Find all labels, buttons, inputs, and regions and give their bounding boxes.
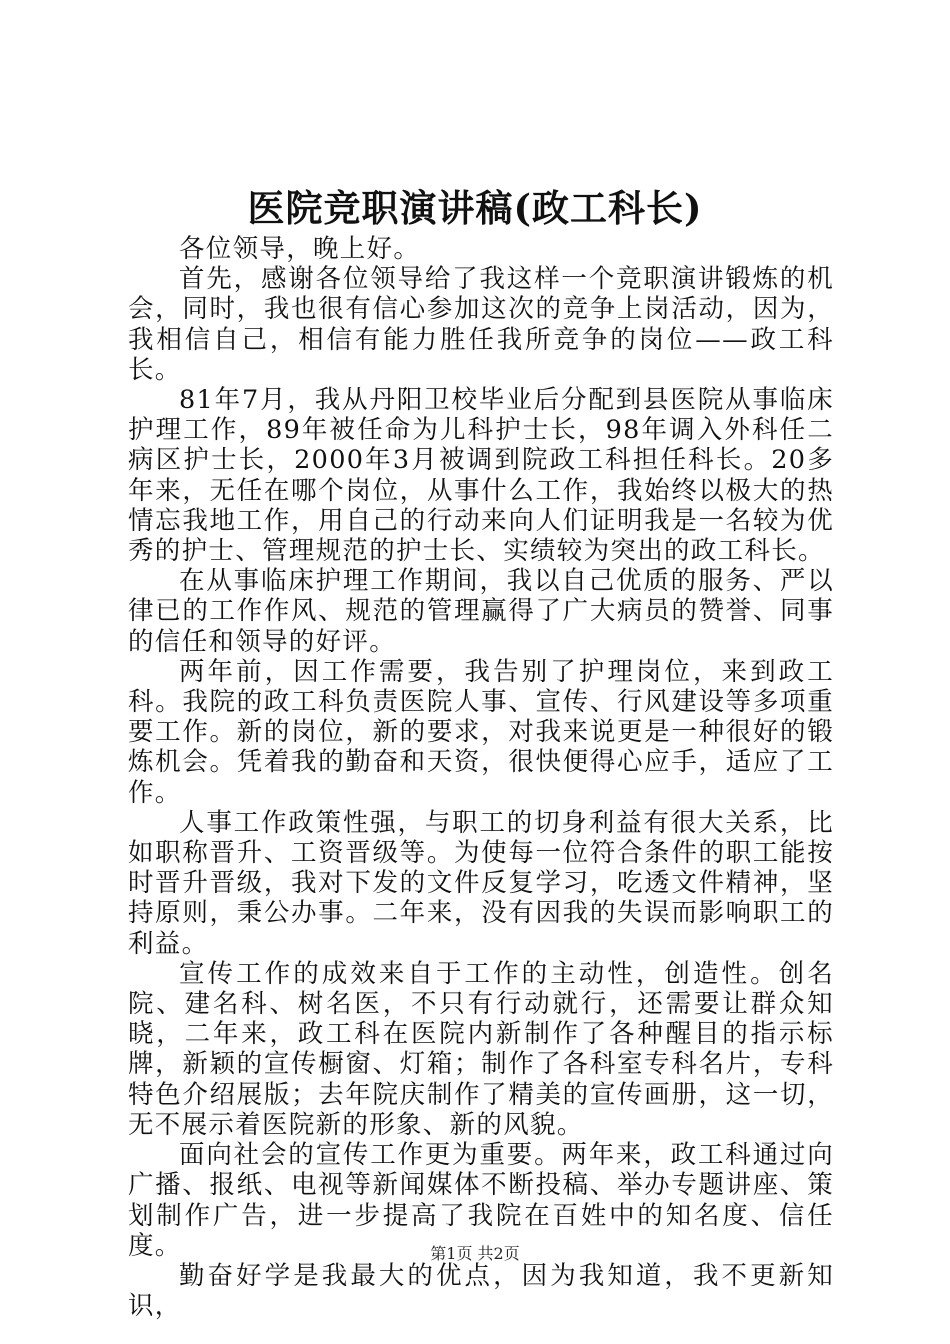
paragraph-diligence: 勤奋好学是我最大的优点，因为我知道，我不更新知识， — [128, 1260, 834, 1322]
paragraph-personnel-work: 人事工作政策性强，与职工的切身利益有很大关系，比如职称晋升、工资晋级等。为使每一位符合条件的职工能按时晋升晋级，我对下发的文件反复学习，吃透文件精神，坚持原则，秉公办事。二年来，没有因我的失误而影响职工的利益。 — [128, 807, 834, 959]
paragraph-thanks: 首先，感谢各位领导给了我这样一个竞职演讲锻炼的机会，同时，我也很有信心参加这次的竞争上岗活动，因为，我相信自己，相信有能力胜任我所竞争的岗位——政工科长。 — [128, 264, 834, 385]
paragraph-career: 81年7月，我从丹阳卫校毕业后分配到县医院从事临床护理工作，89年被任命为儿科护士长，98年调入外科任二病区护士长，2000年3月被调到院政工科担任科长。20多年来，无任在哪个岗位，从事什么工作，我始终以极大的热情忘我地工作，用自己的行动来向人们证明我是一名较为优秀的护士、管理规范的护士长、实绩较为突出的政工科长。 — [128, 385, 834, 567]
paragraph-salutation: 各位领导，晚上好。 — [179, 234, 421, 264]
paragraph-public-publicity: 面向社会的宣传工作更为重要。两年来，政工科通过向广播、报纸、电视等新闻媒体不断投稿、举办专题讲座、策划制作广告，进一步提高了我院在百姓中的知名度、信任度。 — [128, 1140, 834, 1261]
paragraph-political-dept: 两年前，因工作需要，我告别了护理岗位，来到政工科。我院的政工科负责医院人事、宣传、行风建设等多项重要工作。新的岗位，新的要求，对我来说更是一种很好的锻炼机会。凭着我的勤奋和天资，很快便得心应手，适应了工作。 — [128, 656, 834, 808]
document-title: 医院竞职演讲稿(政工科长) — [247, 186, 703, 230]
document-body — [128, 234, 834, 1321]
paragraph-publicity-work: 宣传工作的成效来自于工作的主动性，创造性。创名院、建名科、树名医，不只有行动就行，还需要让群众知晓，二年来，政工科在医院内新制作了各种醒目的指示标牌，新颖的宣传橱窗、灯箱；制作了各科室专科名片，专科特色介绍展版；去年院庆制作了精美的宣传画册，这一切，无不展示着医院新的形象、新的风貌。 — [128, 958, 834, 1140]
paragraph-clinical-nursing: 在从事临床护理工作期间，我以自己优质的服务、严以律已的工作作风、规范的管理赢得了广大病员的赞誉、同事的信任和领导的好评。 — [128, 566, 834, 657]
page-footer: 第1页 共2页 — [430, 1244, 520, 1263]
